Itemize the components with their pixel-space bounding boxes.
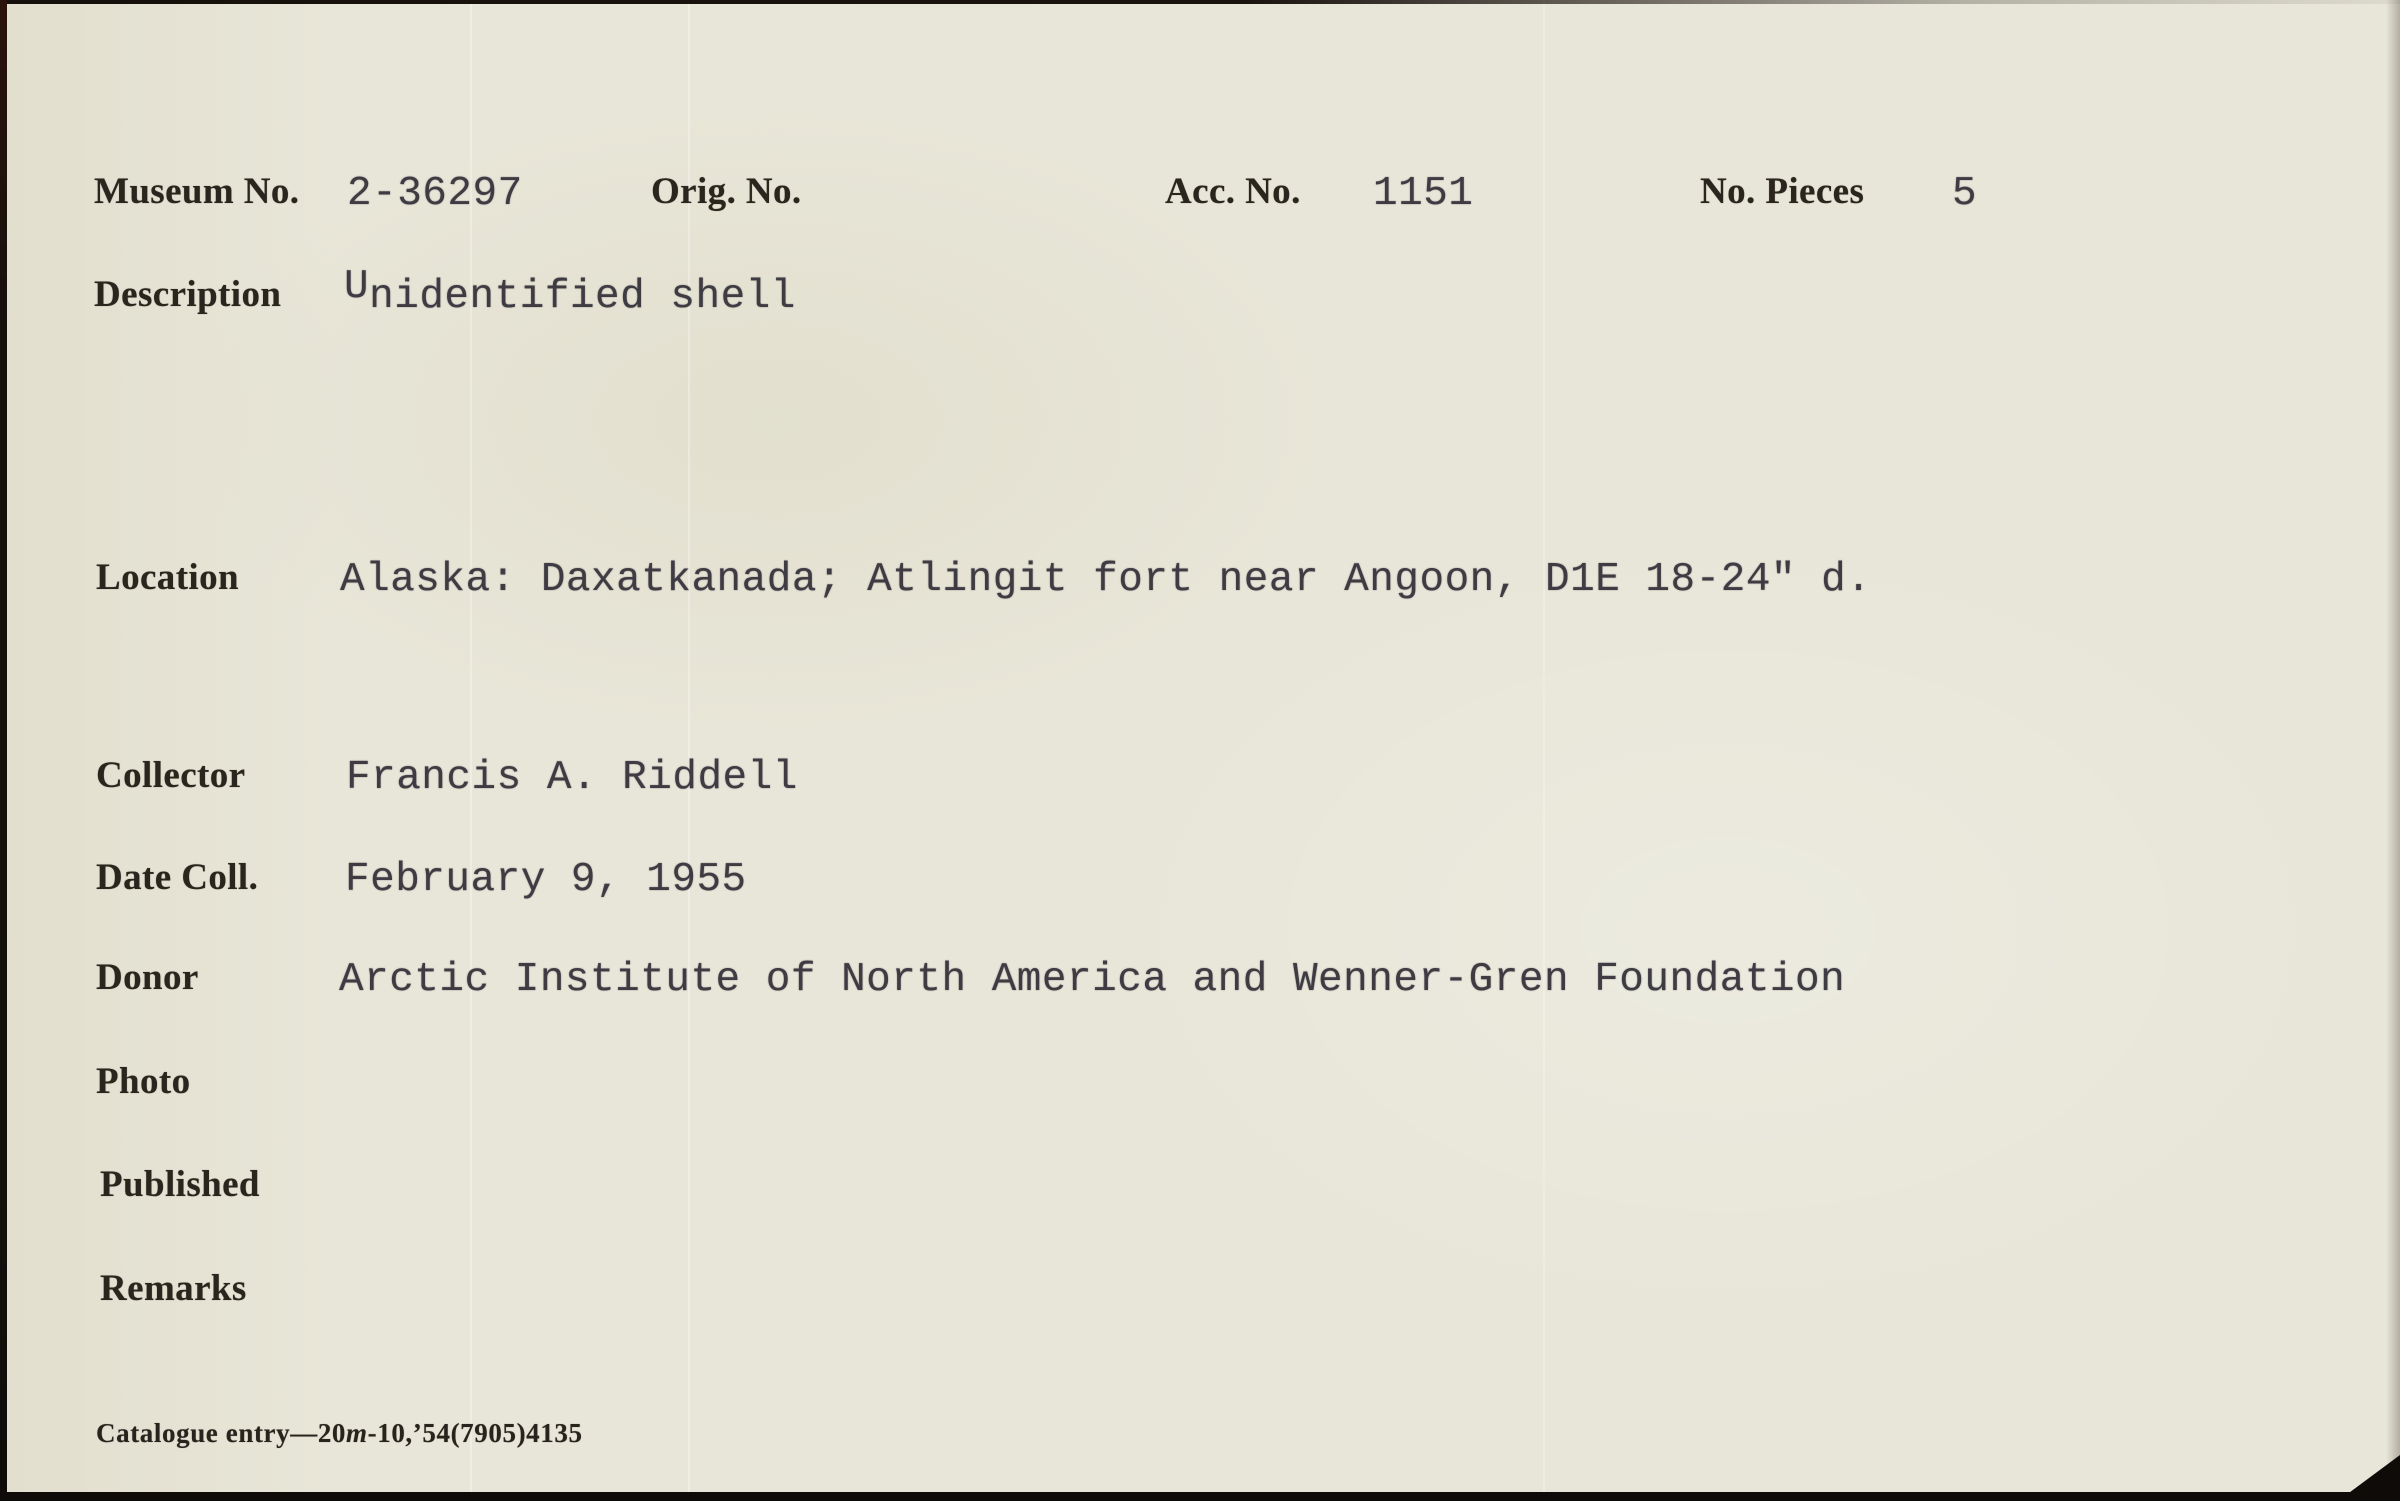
museum-no-label: Museum No. xyxy=(94,171,300,212)
scan-edge-top xyxy=(0,0,2400,4)
location-label: Location xyxy=(96,557,239,598)
remarks-row xyxy=(0,1269,2400,1321)
collector-value: Francis A. Riddell xyxy=(346,755,798,801)
orig-no-label: Orig. No. xyxy=(651,171,802,212)
no-pieces-value: 5 xyxy=(1952,171,1978,217)
scan-edge-right xyxy=(2386,0,2400,1501)
donor-label: Donor xyxy=(96,957,199,998)
header-row xyxy=(0,172,2400,224)
collector-label: Collector xyxy=(96,755,246,796)
date-coll-value: February 9, 1955 xyxy=(345,857,747,903)
published-row xyxy=(0,1165,2400,1217)
location-value: Alaska: Daxatkanada; Atlingit fort near Angoon, D1E 18-24" d. xyxy=(340,557,1872,603)
acc-no-value: 1151 xyxy=(1373,171,1474,217)
donor-value: Arctic Institute of North America and Wenner-Gren Foundation xyxy=(339,957,1846,1003)
no-pieces-label: No. Pieces xyxy=(1700,171,1865,212)
date-coll-label: Date Coll. xyxy=(96,857,259,898)
donor-row xyxy=(0,958,2400,1010)
description-label: Description xyxy=(94,274,282,315)
published-label: Published xyxy=(100,1164,260,1205)
scan-edge-left xyxy=(0,0,7,1501)
description-value-initial: U xyxy=(344,264,370,310)
description-row xyxy=(0,264,2400,327)
location-row xyxy=(0,558,2400,610)
description-value xyxy=(344,264,796,320)
photo-label: Photo xyxy=(96,1061,191,1102)
footer-prefix: Catalogue entry—20 xyxy=(96,1418,347,1448)
description-value-rest: nidentified shell xyxy=(369,274,796,320)
collector-row xyxy=(0,756,2400,808)
acc-no-label: Acc. No. xyxy=(1165,171,1301,212)
footer-suffix: -10,’54(7905)4135 xyxy=(367,1418,583,1448)
remarks-label: Remarks xyxy=(100,1268,247,1309)
museum-no-value: 2-36297 xyxy=(347,171,523,217)
catalogue-entry-footer xyxy=(96,1418,583,1449)
scan-edge-bottom xyxy=(0,1492,2400,1501)
photo-row xyxy=(0,1062,2400,1114)
date-coll-row xyxy=(0,858,2400,910)
footer-italic-m: m xyxy=(346,1418,368,1448)
